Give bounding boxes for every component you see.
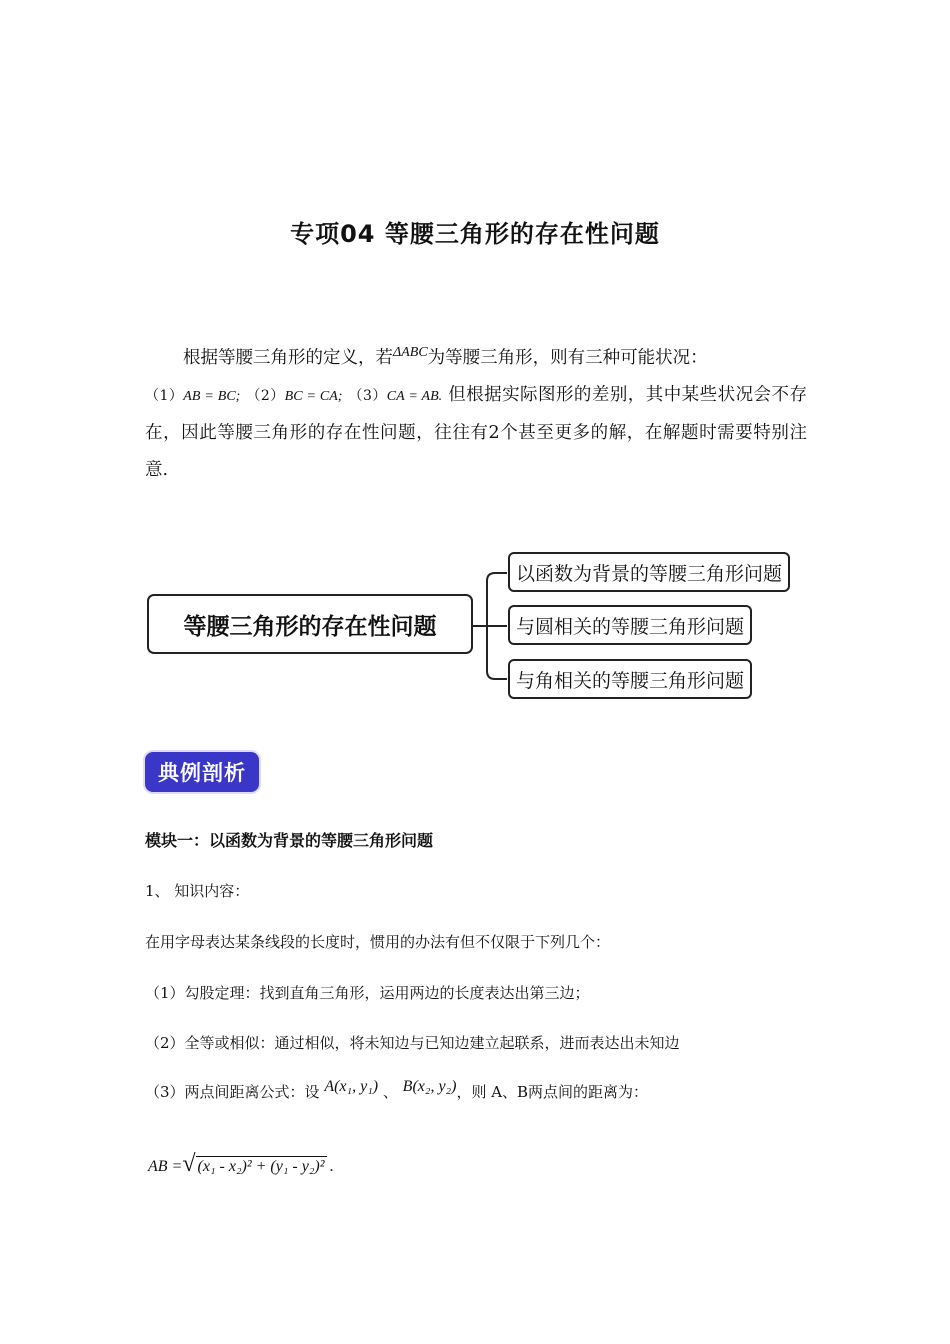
mindmap-branch-angle: 与角相关的等腰三角形问题 bbox=[508, 659, 752, 699]
method-3 bbox=[145, 1078, 649, 1102]
square-root bbox=[182, 1152, 326, 1176]
section-badge: 典例剖析 bbox=[145, 752, 259, 792]
intro-text-3: 但根据实际图形的差别，其中某些状况会不存在，因此等腰三角形的存在性问题，往往有2个甚至更多的解，在解题时需要特别注意. bbox=[145, 384, 807, 480]
triangle-symbol: ΔABC bbox=[393, 345, 428, 360]
methods-intro: 在用字母表达某条线段的长度时，惯用的办法有但不仅限于下列几个： bbox=[145, 933, 611, 951]
case3-number: （3） bbox=[348, 387, 387, 404]
method-1: （1）勾股定理：找到直角三角形，运用两边的长度表达出第三边； bbox=[145, 984, 590, 1002]
method-3-separator: 、 bbox=[382, 1083, 398, 1101]
formula-radicand: (x₁ - x₂)² + (y₁ - y₂)² bbox=[197, 1158, 325, 1175]
mindmap-main-node: 等腰三角形的存在性问题 bbox=[147, 594, 473, 654]
page-title: 专项04 等腰三角形的存在性问题 bbox=[290, 220, 660, 248]
point-b: B(x₂, y₂) bbox=[402, 1078, 457, 1095]
formula-lhs: AB = bbox=[148, 1158, 183, 1175]
method-3-suffix: ，则 A、B两点间的距离为： bbox=[456, 1083, 649, 1101]
case3-equation: CA = AB. bbox=[386, 388, 443, 404]
method-2: （2）全等或相似：通过相似，将未知边与已知边建立起联系，进而表达出未知边 bbox=[145, 1034, 680, 1052]
method-3-prefix: （3）两点间距离公式：设 bbox=[145, 1083, 320, 1101]
distance-formula bbox=[148, 1152, 334, 1176]
point-a: A(x₁, y₁) bbox=[324, 1078, 379, 1095]
formula-end: . bbox=[329, 1158, 334, 1175]
radical-sign-icon: √ bbox=[182, 1151, 196, 1177]
case2-number: （2） bbox=[246, 387, 285, 404]
case1-number: （1） bbox=[145, 387, 184, 404]
knowledge-heading: 1、 知识内容： bbox=[145, 882, 250, 900]
mindmap-branch-circle: 与圆相关的等腰三角形问题 bbox=[508, 605, 752, 645]
intro-text-1: 根据等腰三角形的定义，若 bbox=[183, 347, 393, 368]
case1-equation: AB = BC; bbox=[183, 388, 241, 404]
case2-equation: BC = CA; bbox=[284, 388, 343, 404]
intro-text-2: 为等腰三角形，则有三种可能状况： bbox=[427, 347, 708, 368]
module-title: 模块一：以函数为背景的等腰三角形问题 bbox=[145, 831, 434, 850]
mindmap-branch-function: 以函数为背景的等腰三角形问题 bbox=[508, 552, 790, 592]
